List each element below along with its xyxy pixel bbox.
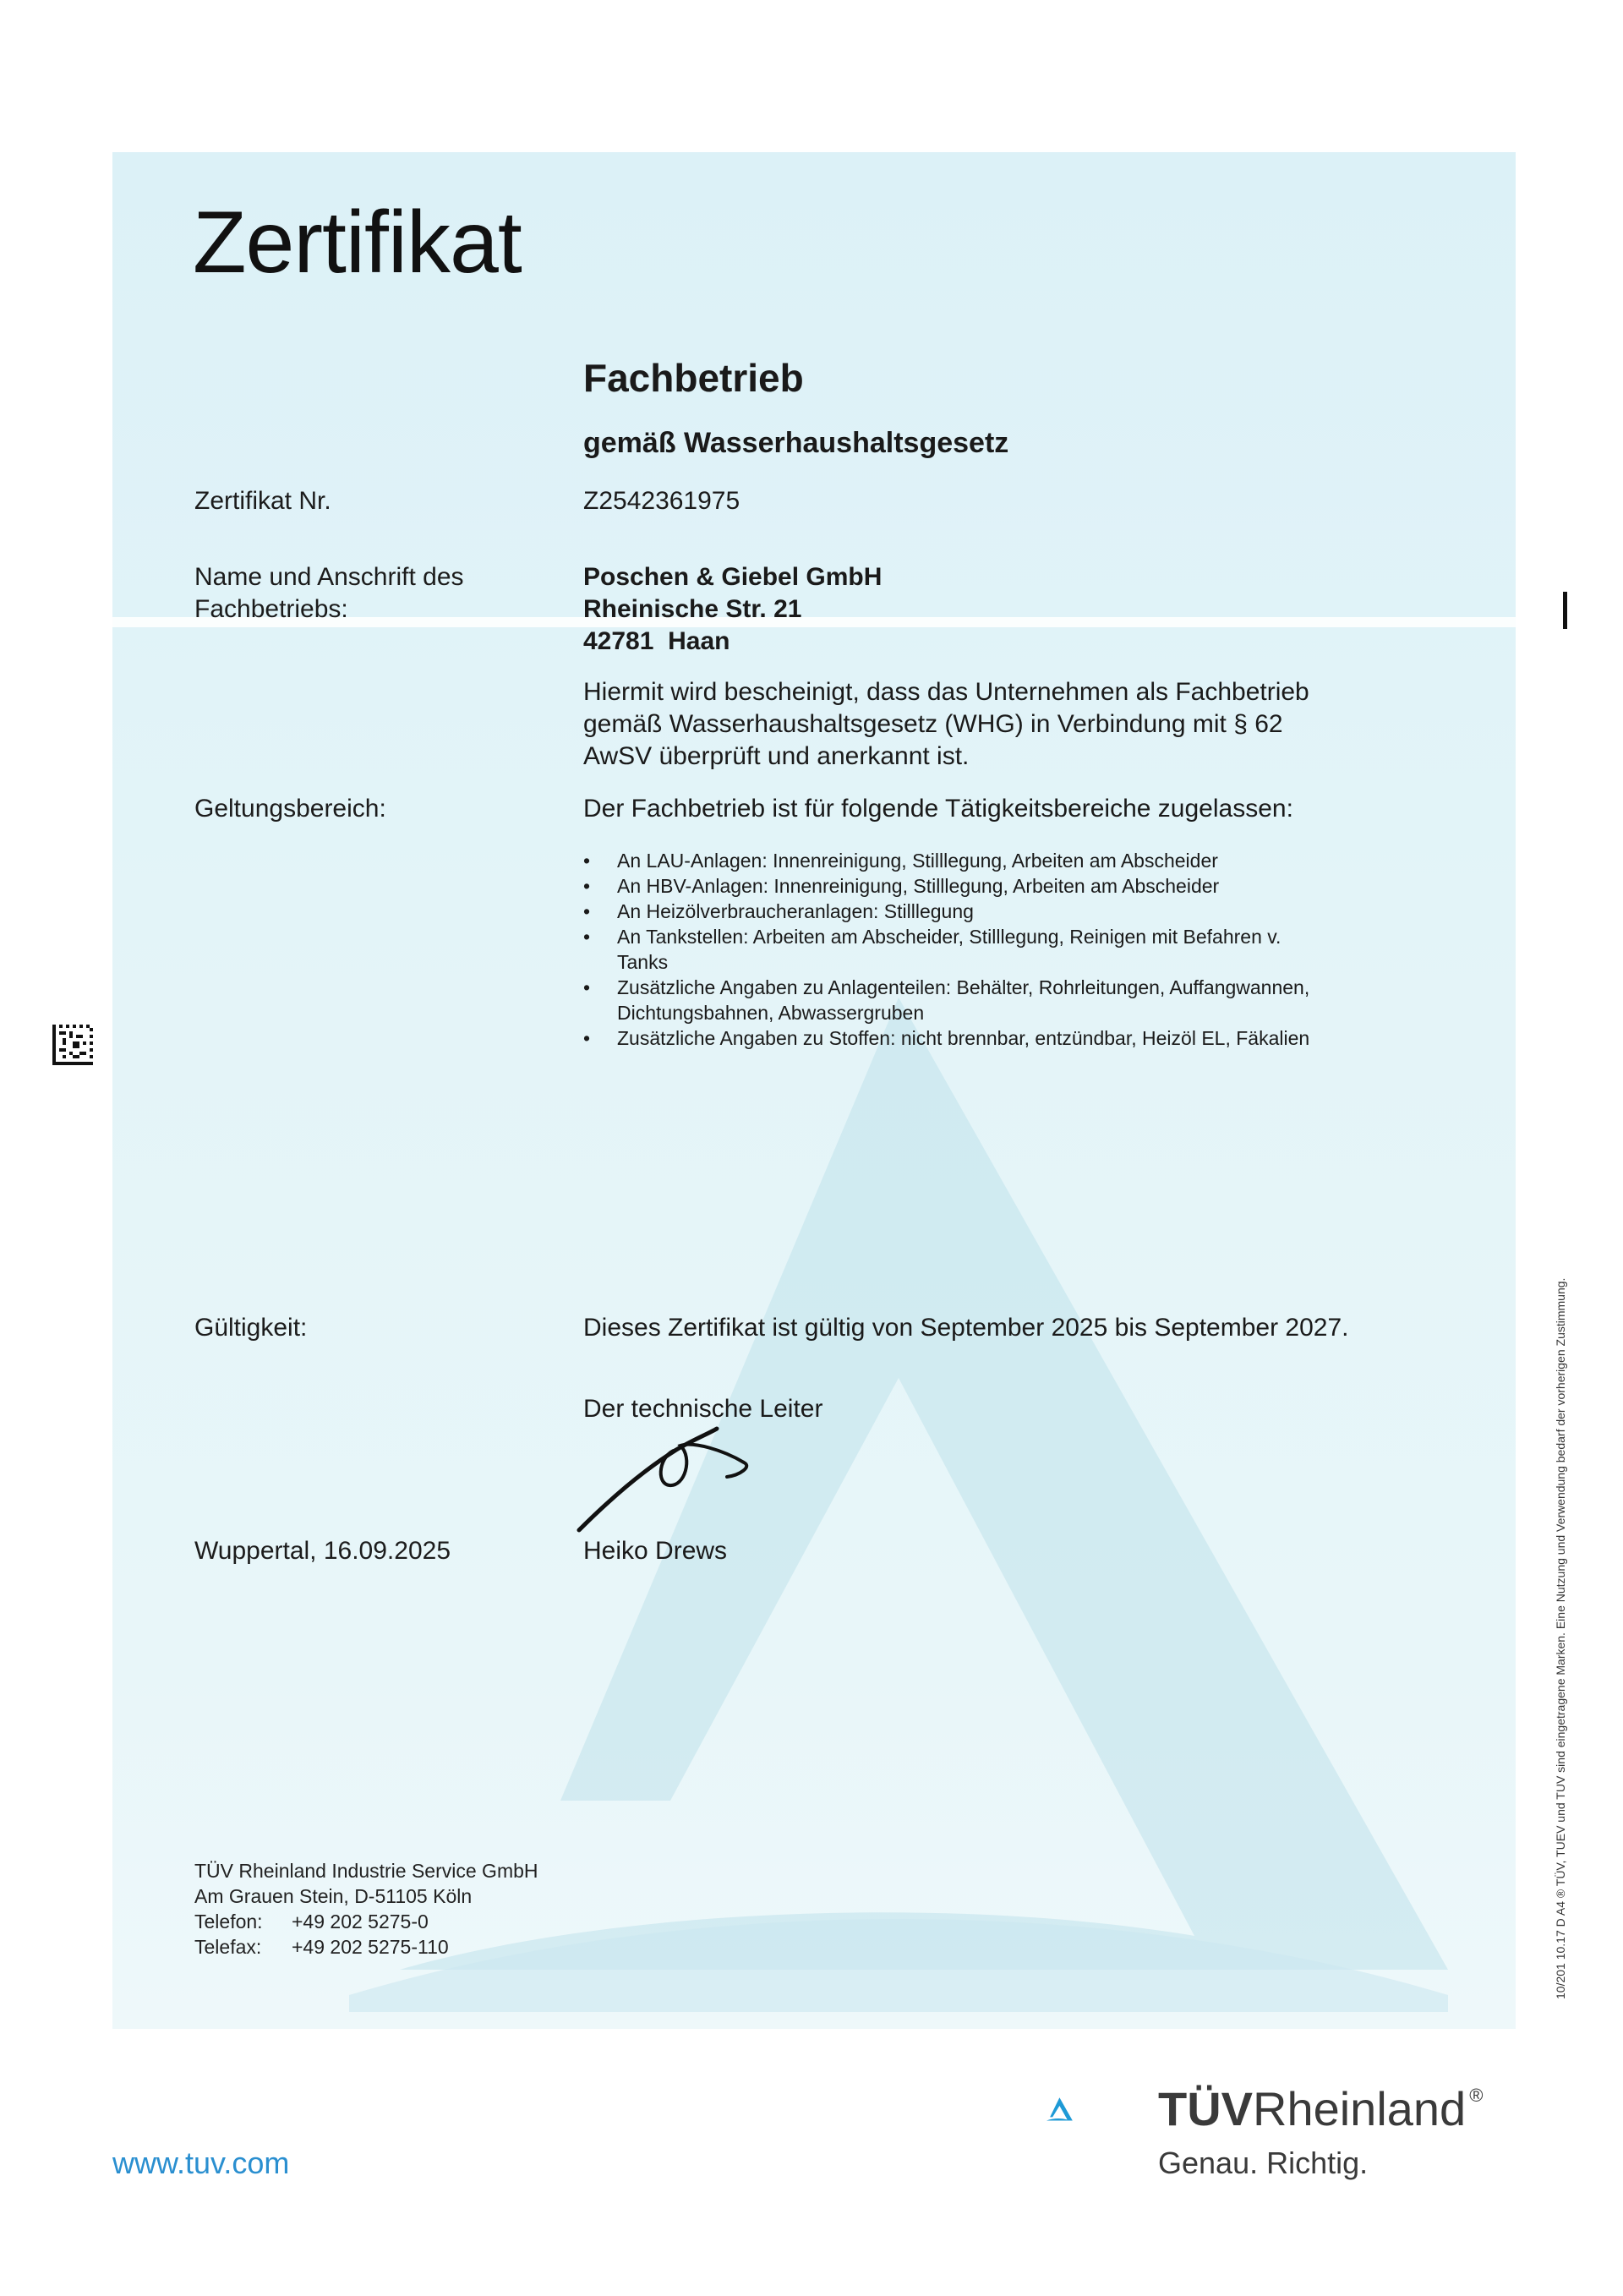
- bullet-icon: •: [583, 926, 591, 948]
- validity-value: Dieses Zertifikat ist gültig von September 2025 bis September 2027.: [583, 1314, 1349, 1342]
- scope-item: • An HBV-Anlagen: Innenreinigung, Stilllegung, Arbeiten am Abscheider: [583, 875, 1220, 897]
- datamatrix-code-icon: [52, 1025, 93, 1065]
- issuer-phone-row: [194, 1909, 538, 1934]
- holder-label: [194, 561, 464, 626]
- brand-tagline: Genau. Richtig.: [1158, 2146, 1369, 2180]
- certificate-number-label: Zertifikat Nr.: [194, 487, 331, 515]
- certificate-number: Z2542361975: [583, 487, 740, 515]
- tuv-logo-icon: [1046, 2063, 1139, 2156]
- statement-line: AwSV überprüft und anerkannt ist.: [583, 742, 970, 770]
- holder-label-line2: Fachbetriebs:: [194, 595, 348, 623]
- place-date: Wuppertal, 16.09.2025: [194, 1537, 451, 1565]
- fax-number: +49 202 5275-110: [292, 1936, 449, 1958]
- scope-label: Geltungsbereich:: [194, 795, 386, 823]
- document-title: Zertifikat: [193, 194, 522, 292]
- signature-icon: [575, 1424, 786, 1534]
- fax-label: Telefax:: [194, 1936, 262, 1958]
- statement-line: Hiermit wird bescheinigt, dass das Unternehmen als Fachbetrieb: [583, 678, 1309, 706]
- scope-item: • Zusätzliche Angaben zu Stoffen: nicht brennbar, entzündbar, Heizöl EL, Fäkalien: [583, 1027, 1310, 1049]
- certification-statement: [583, 676, 1395, 773]
- issuer-address: Am Grauen Stein, D-51105 Köln: [194, 1885, 473, 1907]
- bullet-icon: •: [583, 1027, 591, 1049]
- bullet-icon: •: [583, 976, 591, 998]
- legal-side-notice: 10/201 10.17 D A4 ® TÜV, TUEV und TUV sind eingetragene Marken. Eine Nutzung und Verwendung bedarf der vorherigen Zustimmung.: [1554, 1277, 1567, 1999]
- signatory-name: Heiko Drews: [583, 1537, 728, 1565]
- scope-item: • An Heizölverbraucheranlagen: Stilllegung: [583, 900, 974, 922]
- phone-number: +49 202 5275-0: [292, 1911, 429, 1932]
- statement-line: gemäß Wasserhaushaltsgesetz (WHG) in Verbindung mit § 62: [583, 710, 1283, 738]
- holder-name: Poschen & Giebel GmbH: [583, 563, 883, 591]
- scope-item: • An Tankstellen: Arbeiten am Abscheider, Stilllegung, Reinigen mit Befahren v. Tanks: [583, 926, 1281, 973]
- issuer-address-block: [194, 1858, 538, 1960]
- holder-address: [583, 561, 882, 658]
- margin-mark: [1563, 592, 1567, 629]
- brand-wordmark: [1158, 2081, 1483, 2136]
- holder-street: Rheinische Str. 21: [583, 595, 802, 623]
- bullet-icon: •: [583, 875, 591, 897]
- registered-mark: ®: [1469, 2085, 1484, 2106]
- signatory-role: Der technische Leiter: [583, 1395, 823, 1423]
- holder-label-line1: Name und Anschrift des: [194, 563, 464, 591]
- bullet-icon: •: [583, 850, 591, 872]
- scope-intro: Der Fachbetrieb ist für folgende Tätigkeitsbereiche zugelassen:: [583, 795, 1293, 823]
- brand-regular: Rheinland: [1253, 2082, 1467, 2135]
- holder-city: 42781 Haan: [583, 627, 730, 655]
- scope-item: • An LAU-Anlagen: Innenreinigung, Stilllegung, Arbeiten am Abscheider: [583, 850, 1218, 872]
- website-link[interactable]: www.tuv.com: [112, 2146, 290, 2180]
- scope-item: • Zusätzliche Angaben zu Anlagenteilen: Behälter, Rohrleitungen, Auffangwannen, Dichtungsbahnen, Abwassergruben: [583, 976, 1310, 1024]
- phone-label: Telefon:: [194, 1911, 263, 1932]
- scope-list: [583, 848, 1309, 1051]
- bullet-icon: •: [583, 900, 591, 922]
- brand-bold: TÜV: [1158, 2082, 1253, 2135]
- issuer-company: TÜV Rheinland Industrie Service GmbH: [194, 1860, 538, 1882]
- certificate-subheading: gemäß Wasserhaushaltsgesetz: [583, 427, 1009, 459]
- validity-label: Gültigkeit:: [194, 1314, 308, 1342]
- certificate-heading: Fachbetrieb: [583, 356, 804, 400]
- issuer-fax-row: [194, 1934, 538, 1960]
